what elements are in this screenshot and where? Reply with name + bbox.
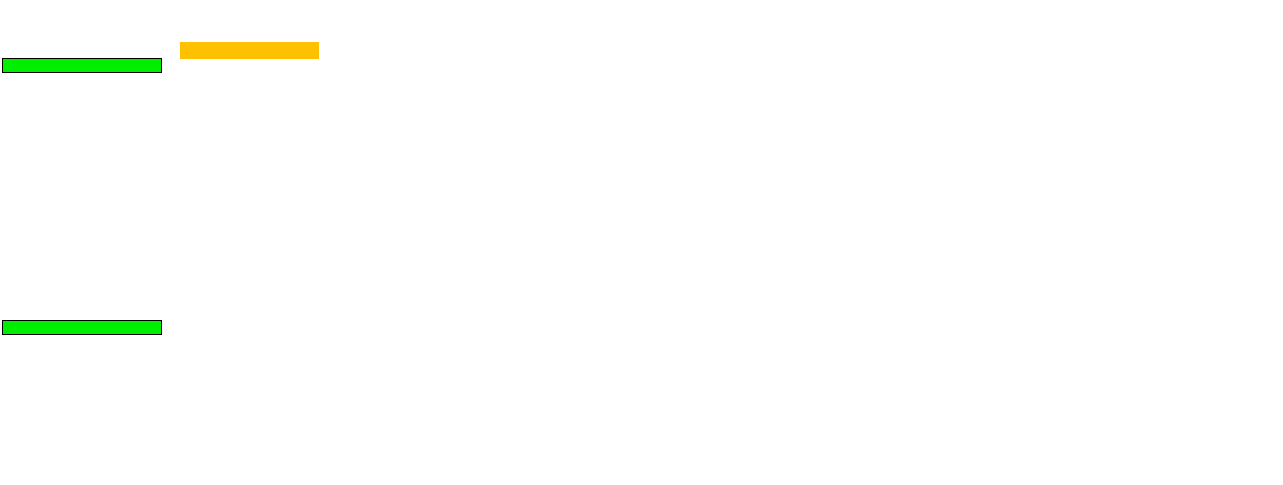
stand-box (180, 42, 319, 59)
section-label-top (2, 58, 162, 73)
section-label-bottom (2, 320, 162, 335)
